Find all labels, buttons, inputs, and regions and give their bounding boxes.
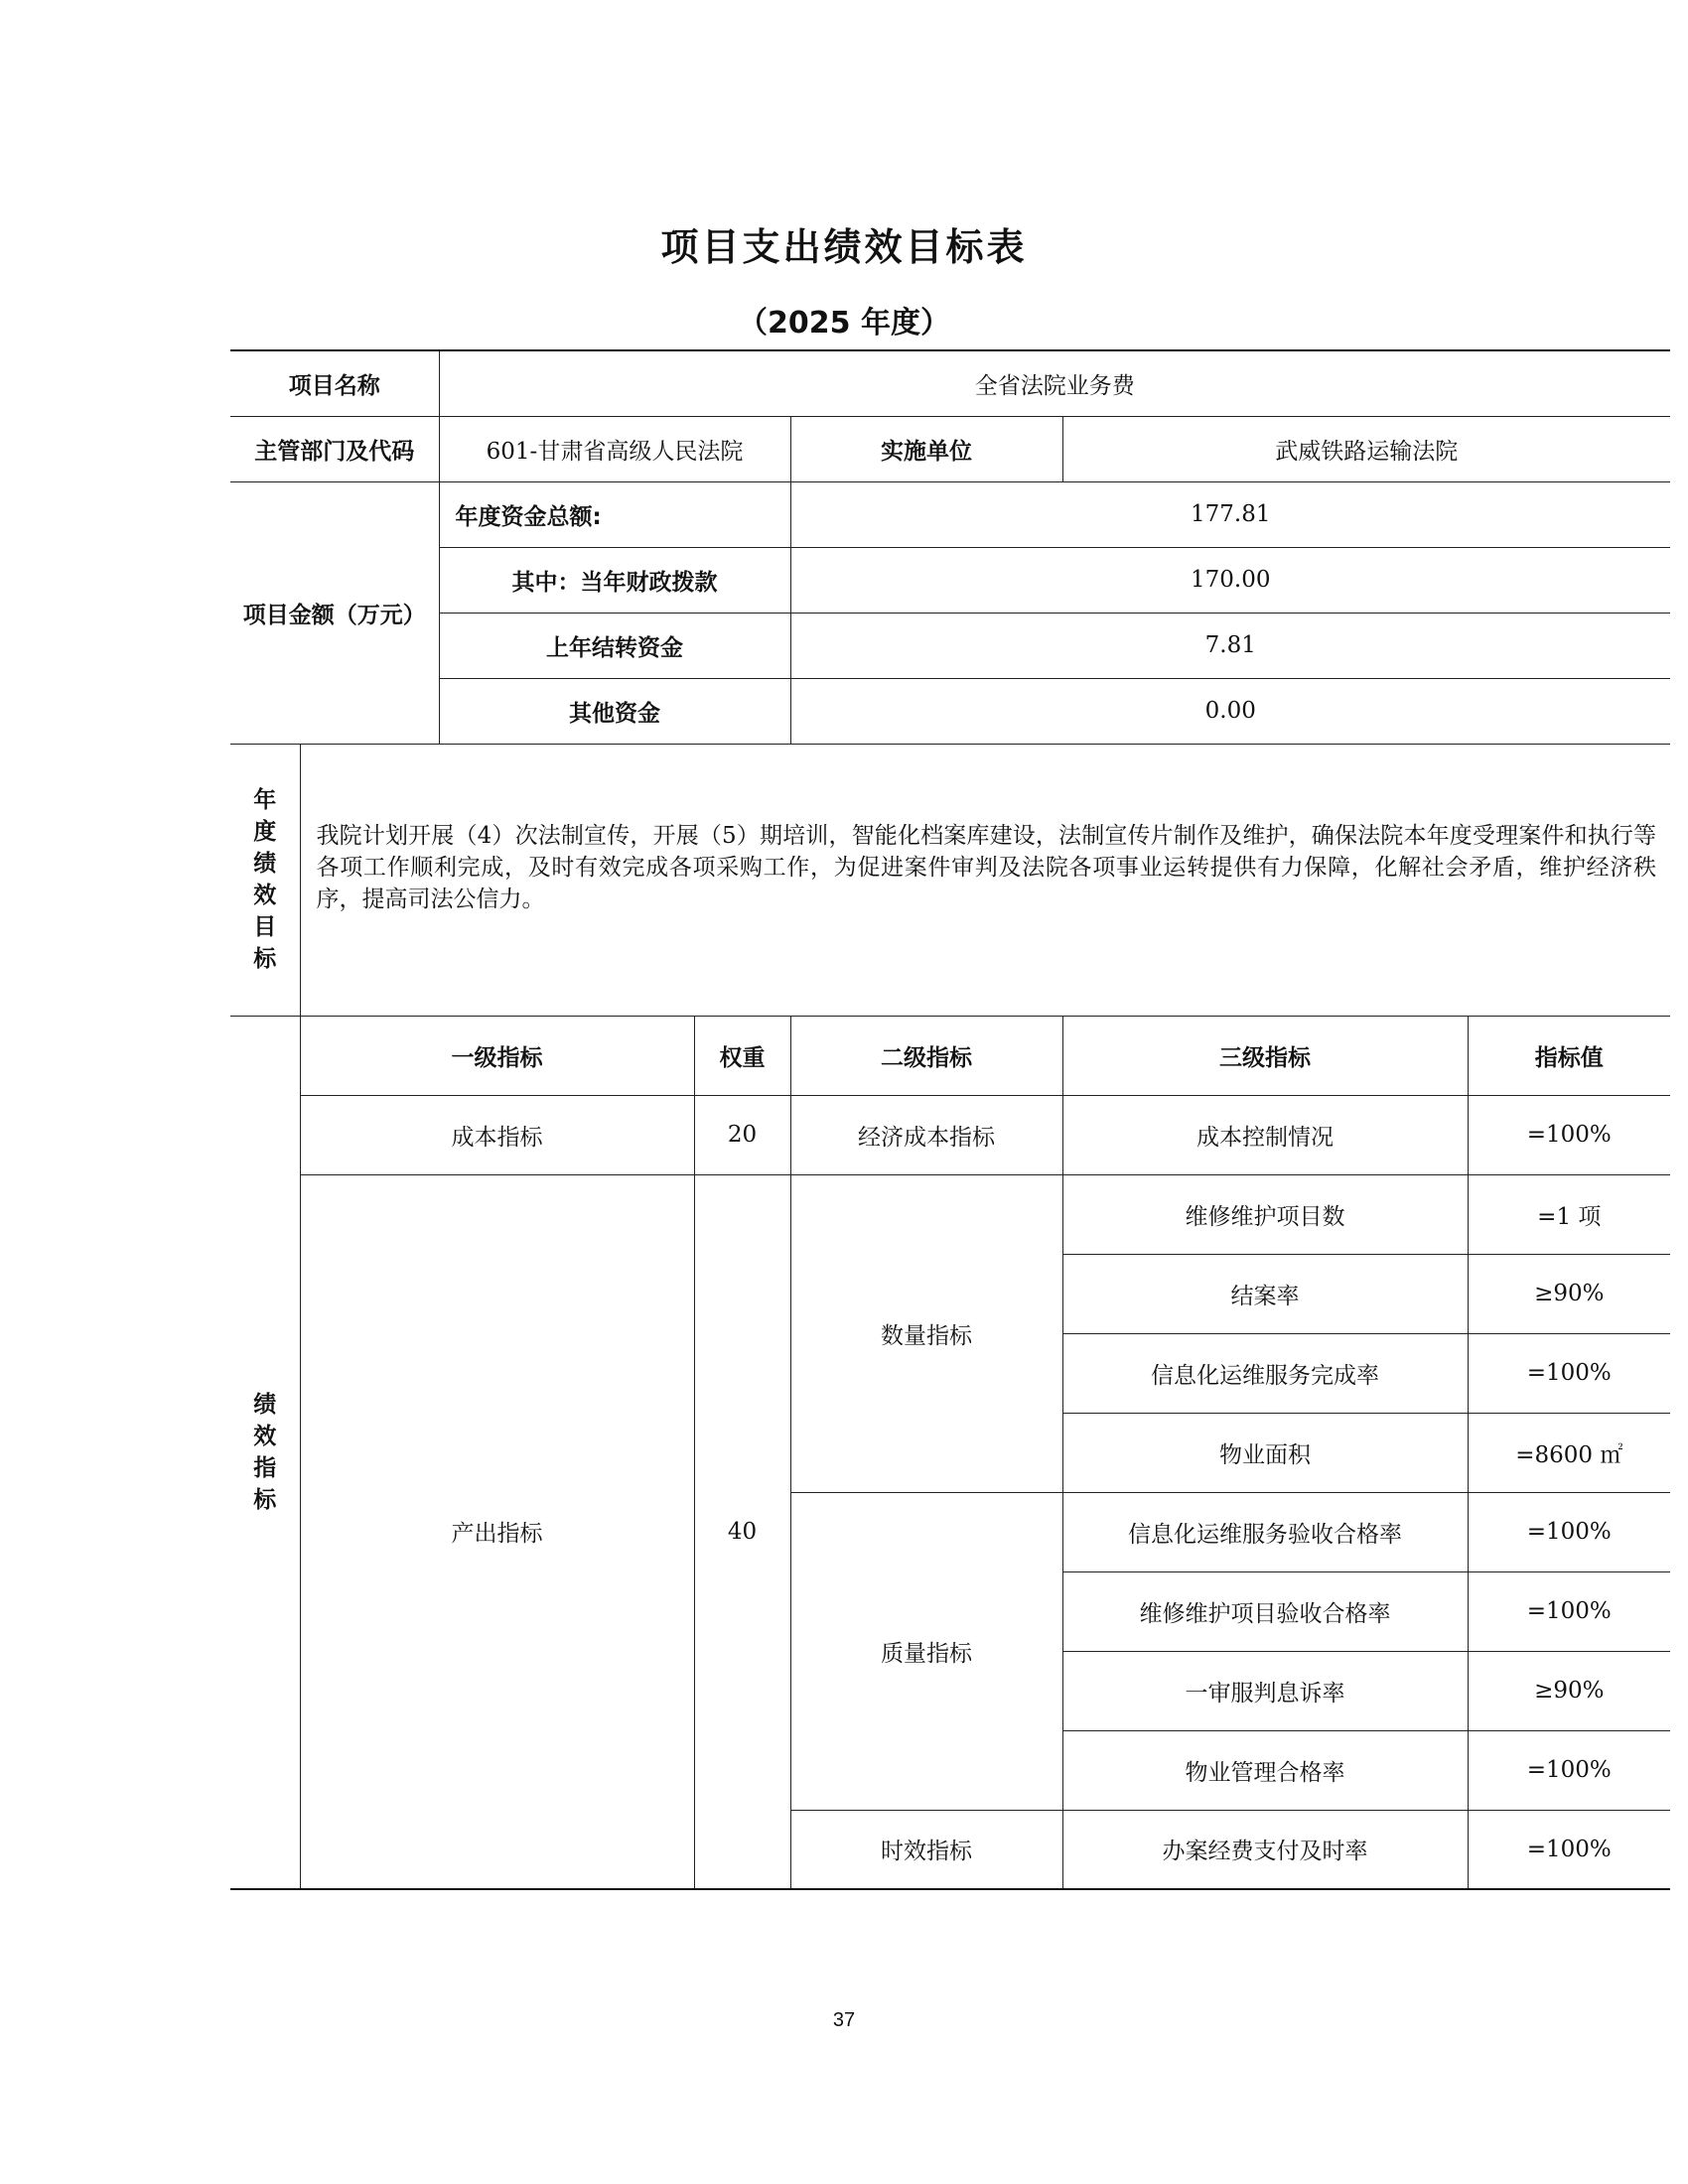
quality-level2: 质量指标 — [790, 1492, 1062, 1810]
page-number: 37 — [832, 2009, 856, 2031]
output-weight: 40 — [694, 1174, 790, 1889]
indicator-value: =100% — [1468, 1492, 1670, 1571]
amount-other-value: 0.00 — [790, 678, 1670, 744]
level3-item: 办案经费支付及时率 — [1062, 1810, 1468, 1889]
implementing-unit-label: 实施单位 — [790, 416, 1062, 481]
indicator-header-row — [230, 1016, 1670, 1095]
level3-item: 物业管理合格率 — [1062, 1730, 1468, 1810]
level3-item: 物业面积 — [1062, 1413, 1468, 1492]
header-level2: 二级指标 — [790, 1016, 1062, 1095]
amount-row — [230, 613, 1670, 678]
indicator-value: ≥90% — [1468, 1651, 1670, 1730]
amount-row — [230, 481, 1670, 547]
level3-item: 一审服判息诉率 — [1062, 1651, 1468, 1730]
cost-level3: 成本控制情况 — [1062, 1095, 1468, 1174]
indicators-label — [230, 1016, 300, 1889]
annual-goal-row — [230, 744, 1670, 1016]
header-level1: 一级指标 — [300, 1016, 694, 1095]
performance-goal-table — [230, 349, 1670, 1890]
cost-weight: 20 — [694, 1095, 790, 1174]
department-value: 601-甘肃省高级人民法院 — [439, 416, 790, 481]
implementing-unit-value: 武威铁路运输法院 — [1062, 416, 1670, 481]
indicator-value: =1 项 — [1468, 1174, 1670, 1254]
annual-goal-text: 我院计划开展（4）次法制宣传，开展（5）期培训，智能化档案库建设，法制宣传片制作及维护，确保法院本年度受理案件和执行等各项工作顺利完成，及时有效完成各项采购工作，为促进案件审判及法院各项事业运转提供有力保障，化解社会矛盾，维护经济秩序，提高司法公信力。 — [300, 744, 1670, 1016]
amount-other-label: 其他资金 — [439, 678, 790, 744]
cost-level2: 经济成本指标 — [790, 1095, 1062, 1174]
indicator-value: =100% — [1468, 1730, 1670, 1810]
amount-total-label: 年度资金总额: — [439, 481, 790, 547]
page-title: 项目支出绩效目标表 — [660, 225, 1028, 269]
indicator-value: ≥90% — [1468, 1254, 1670, 1333]
amount-row — [230, 678, 1670, 744]
header-value: 指标值 — [1468, 1016, 1670, 1095]
project-name-row — [230, 350, 1670, 416]
amount-label: 项目金额（万元） — [230, 481, 439, 744]
level3-item: 信息化运维服务完成率 — [1062, 1333, 1468, 1413]
amount-carryover-value: 7.81 — [790, 613, 1670, 678]
project-name-value: 全省法院业务费 — [439, 350, 1670, 416]
level3-item: 信息化运维服务验收合格率 — [1062, 1492, 1468, 1571]
amount-total-value: 177.81 — [790, 481, 1670, 547]
indicator-value: =100% — [1468, 1810, 1670, 1889]
level3-item: 维修维护项目数 — [1062, 1174, 1468, 1254]
output-level1: 产出指标 — [300, 1174, 694, 1889]
annual-goal-label-text: 年度绩效目标 — [253, 787, 277, 972]
amount-row — [230, 547, 1670, 613]
indicator-value: =8600 ㎡ — [1468, 1413, 1670, 1492]
department-row — [230, 416, 1670, 481]
level3-item: 结案率 — [1062, 1254, 1468, 1333]
project-name-label: 项目名称 — [230, 350, 439, 416]
indicators-label-text: 绩效指标 — [253, 1391, 277, 1513]
cost-level1: 成本指标 — [300, 1095, 694, 1174]
indicator-value: =100% — [1468, 1333, 1670, 1413]
timeliness-level2: 时效指标 — [790, 1810, 1062, 1889]
level3-item: 维修维护项目验收合格率 — [1062, 1571, 1468, 1651]
annual-goal-label — [230, 744, 300, 1016]
department-label: 主管部门及代码 — [230, 416, 439, 481]
table-row — [230, 1174, 1670, 1254]
page-subtitle: （2025 年度） — [738, 306, 950, 341]
header-level3: 三级指标 — [1062, 1016, 1468, 1095]
indicator-value: =100% — [1468, 1571, 1670, 1651]
cost-value: =100% — [1468, 1095, 1670, 1174]
amount-fiscal-value: 170.00 — [790, 547, 1670, 613]
table-row — [230, 1095, 1670, 1174]
header-weight: 权重 — [694, 1016, 790, 1095]
quantity-level2: 数量指标 — [790, 1174, 1062, 1492]
amount-carryover-label: 上年结转资金 — [439, 613, 790, 678]
amount-fiscal-label: 其中：当年财政拨款 — [439, 547, 790, 613]
